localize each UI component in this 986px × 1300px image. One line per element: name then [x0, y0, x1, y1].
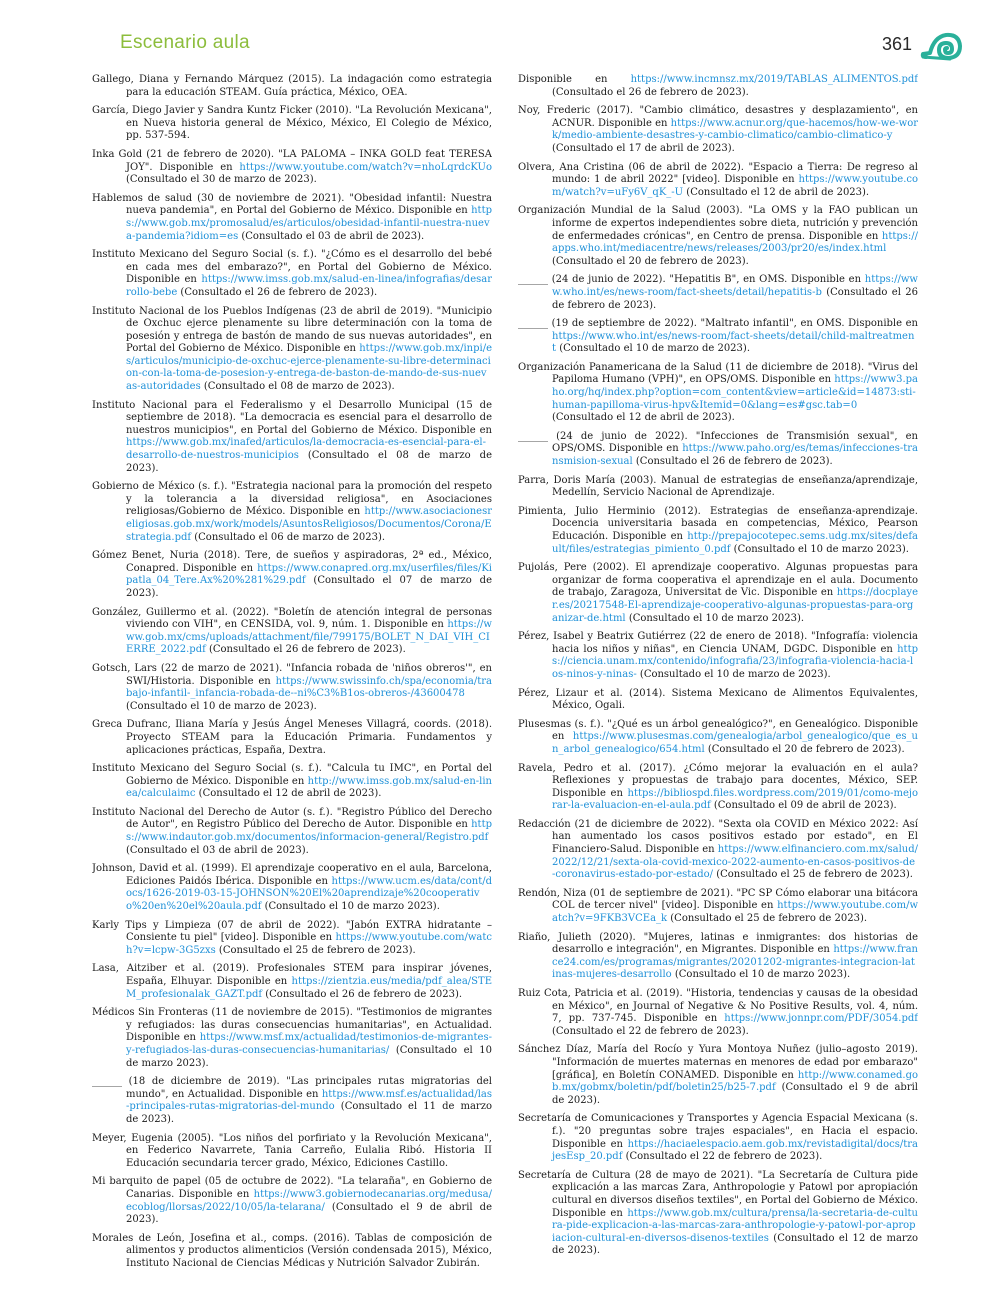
reference-consulted-date: (Consultado el 10 de marzo de 2023). — [556, 343, 750, 355]
reference-text: Organización Panamericana de la Salud (11 de diciembre de 2018). "Virus del Papiloma Humano (VPH)", en OPS/OMS. Disponible en — [518, 361, 918, 386]
reference-entry — [518, 1170, 918, 1258]
reference-entry — [518, 631, 918, 681]
reference-entry — [518, 562, 918, 625]
reference-link[interactable]: https://bibliospd.files.wordpress.com/2019/01/como-mejorar-la-evaluacion-en-el-aula.pdf — [552, 787, 918, 812]
reference-entry — [92, 550, 492, 600]
reference-text: Johnson, David et al. (1999). El aprendizaje cooperativo en el aula, Barcelona, Ediciones Paidós Ibérica. Disponible en — [92, 863, 492, 887]
reference-consulted-date: (Consultado el 9 de abril de 2023). — [552, 1082, 918, 1106]
reference-entry — [518, 74, 918, 99]
reference-text: Inka Gold (21 de febrero de 2020). "LA PALOMA – INKA GOLD feat TERESA JOY". Disponible en — [92, 148, 492, 173]
reference-link[interactable]: http://www.asociacionesreligiosas.gob.mx/work/models/AsuntosReligiosos/Documentos/Corona/Estrategia.pdf — [126, 506, 492, 543]
reference-consulted-date: (Consultado el 10 de marzo 2023). — [625, 612, 805, 624]
reference-text: Pimienta, Julio Herminio (2012). Estrategias de enseñanza-aprendizaje. Docencia universitaria basada en competencias, México, Pearson Educación. Disponible en — [518, 505, 918, 542]
reference-text: Gallego, Diana y Fernando Márquez (2015). La indagación como estrategia para la educación STEAM. Guía práctica, México, OEA. — [92, 74, 492, 98]
reference-entry — [518, 162, 918, 200]
reference-link[interactable]: https://www.youtube.com/watch?v=lcpw-3G5zxs — [126, 932, 492, 956]
reference-entry — [518, 205, 918, 268]
reference-consulted-date: (Consultado el 10 de marzo de 2023). — [126, 700, 317, 712]
right-column — [518, 74, 918, 1269]
reference-link[interactable]: https://www.msf.es/actualidad/las-principales-rutas-migratorias-del-mundo — [126, 1088, 492, 1113]
reference-entry — [92, 963, 492, 1001]
reference-text: Karly Tips y Limpieza (07 de abril de 2022). "Jabón EXTRA hidratante – Consiente tu piel" [video]. Disponible en — [92, 919, 492, 944]
reference-link[interactable]: https://www.gob.mx/inpi/es/articulos/municipio-de-oxchuc-ejerce-plenamente-su-libre-determinacion-con-la-toma-de-posesion-y-entrega-de-baston-de-mando-de-sus-nuevas-autoridades — [126, 343, 492, 393]
reference-entry — [92, 763, 492, 801]
reference-consulted-date: (Consultado el 12 de abril de 2023). — [552, 412, 735, 424]
reference-link[interactable]: https://www.who.int/es/news-room/fact-sheets/detail/child-maltreatment — [552, 330, 915, 355]
reference-entry — [92, 193, 492, 243]
reference-entry — [92, 74, 492, 99]
reference-text: Mi barquito de papel (05 de octubre de 2022). "La telaraña", en Gobierno de Canarias. Disponible en — [92, 1176, 492, 1200]
reference-entry — [92, 306, 492, 394]
reference-link[interactable]: https://www.youtube.com/watch?v=nhoLqrdcKUo — [239, 161, 492, 173]
reference-text: ______ (24 de junio de 2022). "Infecciones de Transmisión sexual", en OPS/OMS. Disponible en — [518, 430, 918, 455]
reference-text: Instituto Nacional para el Federalismo y el Desarrollo Municipal (15 de septiembre de 2018). "La democracia es esencial para el desarrollo de nuestros municipios", en Portal del Gobierno de México. Disponible en — [92, 399, 492, 436]
reference-text: Pérez, Lizaur et al. (2014). Sistema Mexicano de Alimentos Equivalentes, México, Ogali. — [518, 687, 918, 712]
reference-entry — [518, 719, 918, 757]
reference-entry — [92, 481, 492, 544]
reference-text: González, Guillermo et al. (2022). "Boletín de atención integral de personas viviendo con VIH", en CENSIDA, vol. 9, núm. 1. Disponible en — [92, 606, 492, 631]
reference-link[interactable]: https://www3.gobiernodecanarias.org/medusa/ecoblog/llorsas/2022/10/05/la-telarana/ — [126, 1188, 492, 1213]
green-spiral-snail-icon — [920, 29, 962, 63]
reference-text: Ravela, Pedro et al. (2017). ¿Cómo mejorar la evaluación en el aula? Reflexiones y propuestas de trabajo para docentes, México, SEP. Disponible en — [518, 762, 918, 799]
reference-consulted-date: (Consultado el 17 de abril de 2023). — [552, 142, 735, 154]
reference-entry — [92, 149, 492, 187]
reference-entry — [518, 362, 918, 425]
reference-link[interactable]: https://zientzia.eus/media/pdf_alea/STEM_profesionalak_GAZT.pdf — [126, 976, 492, 1000]
reference-consulted-date: (Consultado el 10 de marzo 2023). — [671, 969, 851, 981]
reference-consulted-date: (Consultado el 22 de febrero de 2023). — [552, 1025, 749, 1037]
reference-consulted-date: (Consultado el 25 de febrero de 2023). — [713, 869, 913, 881]
reference-consulted-date: (Consultado el 26 de febrero de 2023). — [262, 988, 463, 1000]
reference-text: ______ (24 de junio de 2022). "Hepatitis B", en OMS. Disponible en — [518, 274, 865, 286]
reference-consulted-date: (Consultado el 10 de marzo de 2023). — [636, 668, 831, 680]
reference-link[interactable]: https://www.conapred.org.mx/userfiles/files/Kipatla_04_Tere.Ax%20%281%29.pdf — [126, 562, 492, 587]
reference-consulted-date: (Consultado el 22 de febrero de 2023). — [622, 1151, 823, 1163]
reference-text: Riaño, Julieth (2020). "Mujeres, latinas e inmigrantes: dos historias de desarrollo e integración", en Migrantes. Disponible en — [518, 931, 918, 956]
reference-text: Redacción (21 de diciembre de 2022). "Sexta ola COVID en México 2022: Así han aumentado los casos positivos estado por estado", en El Financiero-Salud. Disponible en — [518, 818, 918, 856]
reference-text: Greca Dufranc, Iliana María y Jesús Ángel Meneses Villagrá, coords. (2018). Proyecto STEAM para la Educación Primaria. Fundamentos y aplicaciones prácticas, España, Dextra. — [92, 719, 492, 756]
reference-text: Instituto Nacional del Derecho de Autor (s. f.). "Registro Público del Derecho de Autor", en Registro Público del Derecho de Autor. Disponible en — [92, 806, 492, 831]
reference-text: Plusesmas (s. f.). "¿Qué es un árbol genealógico?", en Genealógico. Disponible en — [518, 718, 918, 743]
reference-text: ______ (19 de septiembre de 2022). "Maltrato infantil", en OMS. Disponible en — [518, 318, 918, 330]
reference-consulted-date: (Consultado el 26 de febrero de 2023). — [632, 456, 833, 468]
reference-entry — [92, 607, 492, 657]
reference-text: ______ (18 de diciembre de 2019). "Las principales rutas migratorias del mundo", en Actualidad. Disponible en — [92, 1076, 492, 1100]
reference-link[interactable]: https://www.gob.mx/cultura/prensa/la-secretaria-de-cultura-pide-explicacion-a-las-marcas-zara-anthropologie-y-patowl-por-apropiacion-cultural-en-diversos-disenos-textiles — [552, 1207, 918, 1244]
reference-link[interactable]: http://prepajocotepec.sems.udg.mx/sites/default/files/estrategias_pimiento_0.pdf — [552, 531, 918, 555]
reference-entry — [518, 506, 918, 556]
reference-entry — [518, 431, 918, 469]
reference-text: Disponible en — [518, 74, 631, 85]
reference-consulted-date: (Consultado el 08 de marzo de 2023). — [126, 450, 492, 474]
reference-text: Instituto Mexicano del Seguro Social (s. f.). "¿Cómo es el desarrollo del bebé en cada mes del embarazo?", en Portal del Gobierno de México. Disponible en — [92, 249, 492, 286]
reference-link[interactable]: https://www3.paho.org/hq/index.php?option=com_content&view=article&id=14873:sti-human-papilloma-virus-hpv&Itemid=0&lang=es#gsc.tab=0 — [552, 374, 918, 411]
reference-consulted-date: (Consultado el 26 de febrero de 2023). — [552, 86, 749, 98]
reference-entry — [92, 1076, 492, 1126]
reference-text: García, Diego Javier y Sandra Kuntz Ficker (2010). "La Revolución Mexicana", en Nueva historia general de México, México, El Colegio de México, pp. 537-594. — [92, 105, 492, 142]
reference-text: Gobierno de México (s. f.). "Estrategia nacional para la promoción del respeto y la tolerancia a la diversidad religiosa", en Asociaciones religiosas/Gobierno de México. Disponible en — [92, 481, 492, 518]
reference-consulted-date: (Consultado el 11 de marzo de 2023). — [126, 1101, 492, 1125]
reference-entry — [518, 819, 918, 882]
reference-link[interactable]: https://apps.who.int/mediacentre/news/releases/2003/pr20/es/index.html — [552, 230, 918, 255]
references-columns — [92, 74, 926, 1274]
reference-entry — [518, 274, 918, 312]
reference-text: Secretaría de Comunicaciones y Transportes y Agencia Espacial Mexicana (s. f.). "20 preguntas sobre trajes espaciales", en Hacia el espacio. Disponible en — [518, 1113, 918, 1150]
reference-consulted-date: (Consultado el 25 de febrero de 2023). — [667, 913, 868, 925]
reference-link[interactable]: https://www.france24.com/es/programas/migrantes/20201202-migrantes-integracion-latinas-mujeres-desarrollo — [552, 944, 918, 981]
reference-consulted-date: (Consultado el 12 de abril de 2023). — [683, 186, 870, 198]
left-column — [92, 74, 492, 1269]
reference-consulted-date: (Consultado el 26 de febrero de 2023). — [177, 286, 378, 298]
reference-text: Olvera, Ana Cristina (06 de abril de 2022). "Espacio a Tierra: De regreso al mundo: 1 de abril 2022" [video]. Disponible en — [518, 161, 918, 186]
reference-text: Instituto Mexicano del Seguro Social (s. f.). "Calcula tu IMC", en Portal del Gobierno de México. Disponible en — [92, 763, 492, 787]
reference-link[interactable]: https://ciencia.unam.mx/contenido/infografia/23/infografia-violencia-hacia-los-ninos-y-ninas- — [552, 643, 918, 680]
reference-text: Pérez, Isabel y Beatrix Gutiérrez (22 de enero de 2018). "Infografía: violencia hacia los niños y niñas", en Ciencia UNAM, DGDC. Disponible en — [518, 631, 918, 655]
reference-entry — [92, 807, 492, 857]
reference-link[interactable]: https://www.indautor.gob.mx/documentos/informacion-general/Registro.pdf — [126, 819, 492, 844]
reference-link[interactable]: http://www.imss.gob.mx/salud-en-linea/calculaimc — [126, 775, 492, 800]
reference-consulted-date: (Consultado el 06 de marzo de 2023). — [191, 531, 386, 543]
reference-consulted-date: (Consultado el 08 de marzo de 2023). — [200, 381, 395, 393]
reference-entry — [92, 920, 492, 958]
reference-entry — [518, 475, 918, 500]
reference-consulted-date: (Consultado el 07 de marzo de 2023). — [126, 575, 492, 599]
reference-consulted-date: (Consultado el 30 de marzo de 2023). — [126, 174, 317, 186]
reference-text: Morales de León, Josefina et al., comps. (2016). Tablas de composición de alimentos y productos alimenticios (Versión condensada 2015), México, Instituto Nacional de Ciencias Médicas y Nutrición Salvador Zubirán. — [92, 1232, 492, 1269]
reference-link[interactable]: https://www.imss.gob.mx/salud-en-linea/infografias/desarrollo-bebe — [126, 274, 492, 298]
reference-link[interactable]: https://www.acnur.org/que-hacemos/how-we-work/medio-ambiente-desastres-y-cambio-climatico/cambio-climatico-y — [552, 117, 918, 142]
reference-link[interactable]: https://www.youtube.com/watch?v=uFy6V_qK_-U — [552, 174, 918, 198]
reference-entry — [92, 1007, 492, 1070]
reference-text: Lasa, Aitziber et al. (2019). Profesionales STEM para inspirar jóvenes, España, Elhuyar. Disponible en — [92, 963, 492, 987]
reference-link[interactable]: http://www.conamed.gob.mx/gobmx/boletin/pdf/boletin25/b25-7.pdf — [552, 1069, 918, 1094]
reference-link[interactable]: https://www.swissinfo.ch/spa/economia/trabajo-infantil-_infancia-robada-de--ni%C3%B1os-obreros-/43600478 — [126, 675, 492, 700]
reference-link[interactable]: https://www.gob.mx/inafed/articulos/la-democracia-es-esencial-para-el-desarrollo-de-nuestros-municipios — [126, 437, 486, 462]
reference-link[interactable]: https://docplayer.es/20217548-El-aprendizaje-cooperativo-algunas-propuestas-para-organizar-de.html — [552, 587, 918, 624]
reference-entry — [518, 105, 918, 155]
reference-link[interactable]: https://www.youtube.com/watch?v=9FKB3VCEa_k — [552, 900, 918, 925]
reference-link[interactable]: https://www.gob.mx/cms/uploads/attachment/file/799175/BOLET_N_DAI_VIH_CIERRE_2022.pdf — [126, 619, 492, 656]
reference-consulted-date: (Consultado el 25 de febrero de 2023). — [215, 944, 416, 956]
page-header — [120, 32, 962, 62]
reference-consulted-date: (Consultado el 10 de marzo 2023). — [261, 901, 440, 913]
reference-entry — [518, 1044, 918, 1107]
reference-consulted-date: (Consultado el 10 de marzo 2023). — [126, 1044, 492, 1069]
reference-consulted-date: (Consultado el 10 de marzo 2023). — [730, 543, 909, 555]
reference-consulted-date: (Consultado el 20 de febrero de 2023). — [552, 255, 749, 267]
reference-consulted-date: (Consultado el 26 de febrero de 2023). — [205, 644, 406, 656]
reference-entry — [518, 988, 918, 1038]
reference-text: Noy, Frederic (2017). "Cambio climático, desastres y desplazamiento", en ACNUR. Disponible en — [518, 105, 918, 129]
reference-text: Sánchez Díaz, María del Rocío y Yura Montoya Nuñez (julio–agosto 2019). "Información de muertes maternas en menores de edad por embarazo" [gráfica], en Boletín CONAMED. Disponible en — [518, 1044, 918, 1081]
reference-entry — [518, 318, 918, 356]
reference-entry — [518, 888, 918, 926]
reference-link[interactable]: https://www.ucm.es/data/cont/docs/1626-2019-03-15-JOHNSON%20El%20aprendizaje%20cooperativo%20en%20el%20aula.pdf — [126, 875, 492, 913]
section-title: Escenario aula — [120, 32, 250, 53]
reference-entry — [92, 863, 492, 913]
reference-entry — [92, 1233, 492, 1269]
reference-text: Rendón, Niza (01 de septiembre de 2021). "PC SP Cómo elaborar una bitácora COL de tercer nivel" [video]. Disponible en — [518, 887, 918, 912]
reference-consulted-date: (Consultado el 03 de abril de 2023). — [238, 230, 425, 242]
reference-entry — [92, 105, 492, 143]
reference-entry — [92, 1133, 492, 1171]
reference-consulted-date: (Consultado el 03 de abril de 2023). — [126, 844, 309, 856]
reference-entry — [92, 249, 492, 299]
reference-text: Pujolás, Pere (2002). El aprendizaje cooperativo. Algunas propuestas para organizar de forma cooperativa el aprendizaje en el aula. Documento de trabajo, Zaragoza, Universitat de Vic. Disponible en — [518, 562, 918, 599]
reference-text: Ruiz Cota, Patricia et al. (2019). "Historia, tendencias y causas de la obesidad en México", en Journal of Negative & No Positive Results, vol. 4, núm. 7, pp. 737-745. Disponible en — [518, 988, 918, 1025]
reference-link[interactable]: https://www.jonnpr.com/PDF/3054.pdf — [724, 1013, 918, 1025]
reference-consulted-date: (Consultado el 9 de abril de 2023). — [126, 1201, 492, 1226]
reference-text: Instituto Nacional de los Pueblos Indígenas (23 de abril de 2019). "Municipio de Oxchuc ejerce plenamente su libre determinación con la toma de posesión y entrega de bastón de mando de sus nuevas autoridades", en Portal del Gobierno de México. Disponible en — [92, 305, 492, 355]
reference-text: Organización Mundial de la Salud (2003). "La OMS y la FAO publican un informe de expertos independientes sobre dieta, nutrición y prevención de enfermedades crónicas", en Centro de prensa. Disponible en — [518, 205, 918, 242]
reference-consulted-date: (Consultado el 09 de abril de 2023). — [710, 800, 897, 812]
reference-link[interactable]: https://www.who.int/es/news-room/fact-sheets/detail/hepatitis-b — [552, 274, 918, 298]
reference-text: Médicos Sin Fronteras (11 de noviembre de 2015). "Testimonios de migrantes y refugiados: las duras consecuencias humanitarias", en Actualidad. Disponible en — [92, 1007, 492, 1044]
reference-text: Meyer, Eugenia (2005). "Los niños del porfiriato y la Revolución Mexicana", en Federico Navarrete, Tania Carreño, Eulalia Ribó. Historia II Educación secundaria tercer grado, México, Ediciones Castillo. — [92, 1132, 492, 1169]
reference-link[interactable]: https://www.gob.mx/promosalud/es/articulos/obesidad-infantil-nuestra-nueva-pandemia?idiom=es — [126, 205, 492, 242]
reference-entry — [518, 688, 918, 713]
reference-entry — [92, 663, 492, 713]
reference-link[interactable]: https://haciaelespacio.aem.gob.mx/revistadigital/docs/trajesEsp_20.pdf — [552, 1138, 918, 1163]
reference-text: Gómez Benet, Nuria (2018). Tere, de sueños y aspiradoras, 2ª ed., México, Conapred. Disponible en — [92, 550, 492, 574]
reference-consulted-date: (Consultado el 26 de febrero de 2023). — [552, 286, 918, 311]
reference-text: Hablemos de salud (30 de noviembre de 2021). "Obesidad infantil: Nuestra nueva pandemia", en Portal del Gobierno de México. Disponible en — [92, 192, 492, 217]
reference-link[interactable]: https://www.incmnsz.mx/2019/TABLAS_ALIMENTOS.pdf — [630, 74, 918, 85]
reference-entry — [518, 1113, 918, 1163]
reference-entry — [518, 763, 918, 813]
reference-entry — [518, 932, 918, 982]
reference-link[interactable]: https://www.msf.mx/actualidad/testimonios-de-migrantes-y-refugiados-las-duras-consecuencias-humanitarias/ — [126, 1032, 492, 1056]
reference-text: Parra, Doris María (2003). Manual de estrategias de enseñanza/aprendizaje, Medellín, Servicio Nacional de Aprendizaje. — [518, 474, 918, 499]
reference-entry — [92, 1176, 492, 1226]
reference-consulted-date: (Consultado el 12 de abril de 2023). — [195, 788, 382, 800]
reference-link[interactable]: https://www.paho.org/es/temas/infecciones-transmision-sexual — [552, 443, 918, 468]
reference-consulted-date: (Consultado el 12 de marzo de 2023). — [552, 1232, 918, 1257]
reference-consulted-date: (Consultado el 20 de febrero de 2023). — [704, 743, 905, 755]
page-number: 361 — [881, 34, 912, 54]
reference-link[interactable]: https://www.elfinanciero.com.mx/salud/2022/12/21/sexta-ola-covid-mexico-2022-aumento-en-casos-positivos-de-coronavirus-estado-por-estado/ — [552, 844, 918, 881]
reference-entry — [92, 400, 492, 476]
reference-text: Gotsch, Lars (22 de marzo de 2021). "Infancia robada de 'niños obreros'", en SWI/Historia. Disponible en — [92, 662, 492, 687]
reference-text: Secretaría de Cultura (28 de mayo de 2021). "La Secretaría de Cultura pide explicación a las marcas Zara, Anthropologie y Patowl por apropiación cultural en diversos diseños textiles", en Portal del Gobierno de México. Disponible en — [518, 1169, 918, 1219]
reference-entry — [92, 719, 492, 757]
reference-link[interactable]: https://www.plusesmas.com/genealogia/arbol_genealogico/que_es_un_arbol_genealogico/654.html — [552, 731, 918, 755]
